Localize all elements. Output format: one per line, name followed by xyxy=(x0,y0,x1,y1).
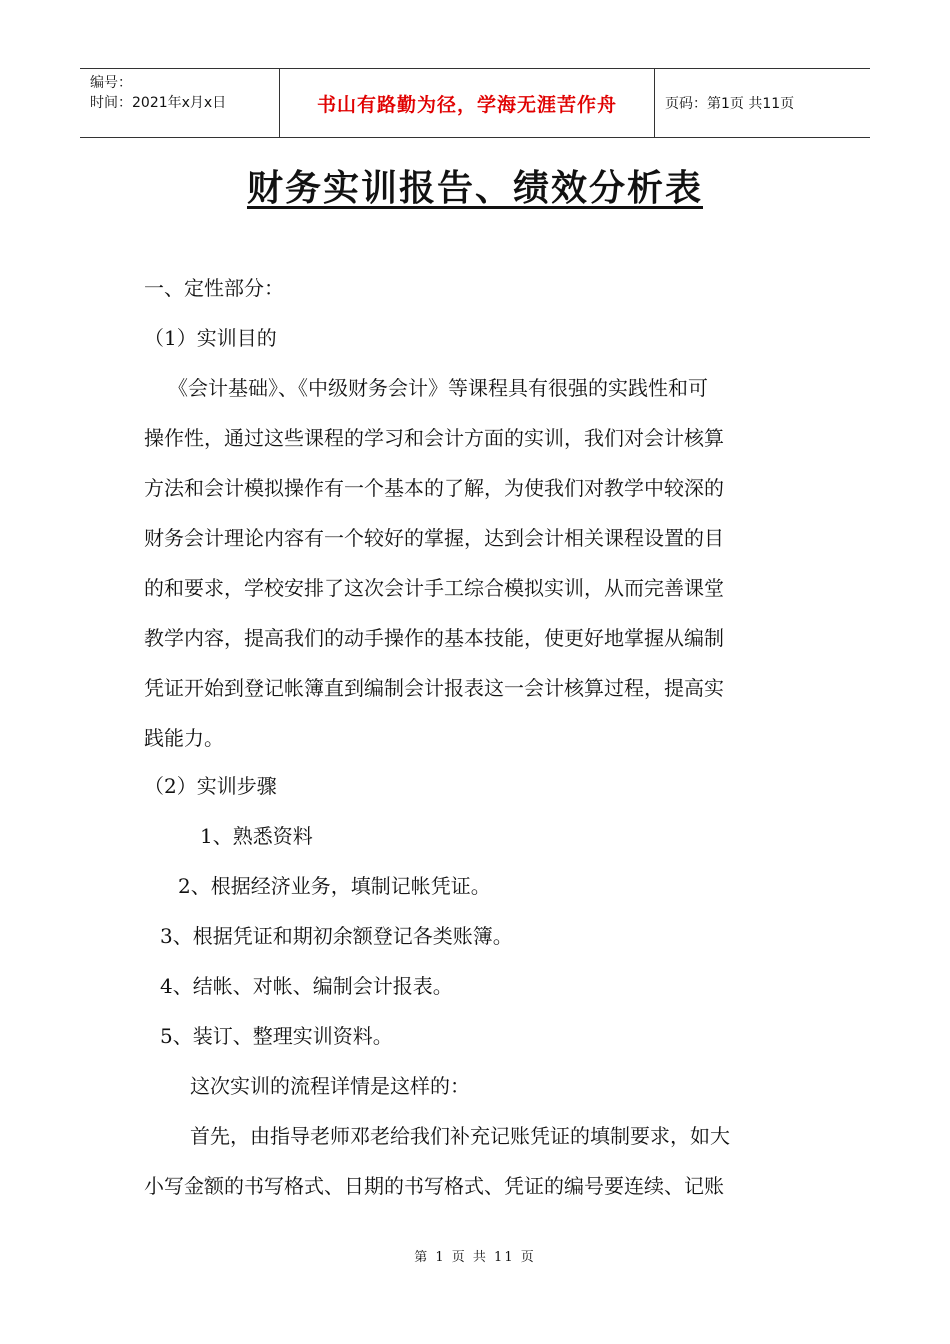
paragraph-line: 践能力。 xyxy=(144,726,224,750)
time-label: 时间：2021年x月x日 xyxy=(90,95,227,111)
paragraph-line: 凭证开始到登记帐簿直到编制会计报表这一会计核算过程，提高实 xyxy=(144,676,724,700)
subsection-heading: （1）实训目的 xyxy=(144,326,277,350)
paragraph-line: 的和要求，学校安排了这次会计手工综合模拟实训，从而完善课堂 xyxy=(144,576,724,600)
paragraph-line: 方法和会计模拟操作有一个基本的了解，为使我们对教学中较深的 xyxy=(144,476,724,500)
paragraph-line: 教学内容，提高我们的动手操作的基本技能，使更好地掌握从编制 xyxy=(144,626,724,650)
paragraph-line: 首先，由指导老师邓老给我们补充记账凭证的填制要求，如大 xyxy=(190,1124,730,1148)
paragraph-line: 《会计基础》、《中级财务会计》等课程具有很强的实践性和可 xyxy=(168,376,708,400)
header-page-info: 页码：第1页 共11页 xyxy=(665,96,795,112)
step-item: 3、根据凭证和期初余额登记各类账簿。 xyxy=(160,924,513,948)
header-motto: 书山有路勤为径，学海无涯苦作舟 xyxy=(280,69,655,137)
document-title: 财务实训报告、绩效分析表 xyxy=(246,168,703,209)
step-item: 1、熟悉资料 xyxy=(200,824,313,848)
step-item: 4、结帐、对帐、编制会计报表。 xyxy=(160,974,453,998)
paragraph-line: 操作性，通过这些课程的学习和会计方面的实训，我们对会计核算 xyxy=(144,426,724,450)
step-item: 5、装订、整理实训资料。 xyxy=(160,1024,393,1048)
document-header xyxy=(80,68,870,138)
page-footer: 第 1 页 共 11 页 xyxy=(414,1250,536,1265)
header-meta xyxy=(80,69,280,137)
paragraph-line: 财务会计理论内容有一个较好的掌握，达到会计相关课程设置的目 xyxy=(144,526,724,550)
paragraph-line: 小写金额的书写格式、日期的书写格式、凭证的编号要连续、记账 xyxy=(144,1174,724,1198)
step-item: 2、根据经济业务，填制记帐凭证。 xyxy=(178,874,491,898)
paragraph-line: 这次实训的流程详情是这样的： xyxy=(190,1074,470,1098)
number-label: 编号： xyxy=(90,75,132,91)
subsection-heading: （2）实训步骤 xyxy=(144,774,277,798)
section-heading: 一、定性部分： xyxy=(144,276,284,300)
